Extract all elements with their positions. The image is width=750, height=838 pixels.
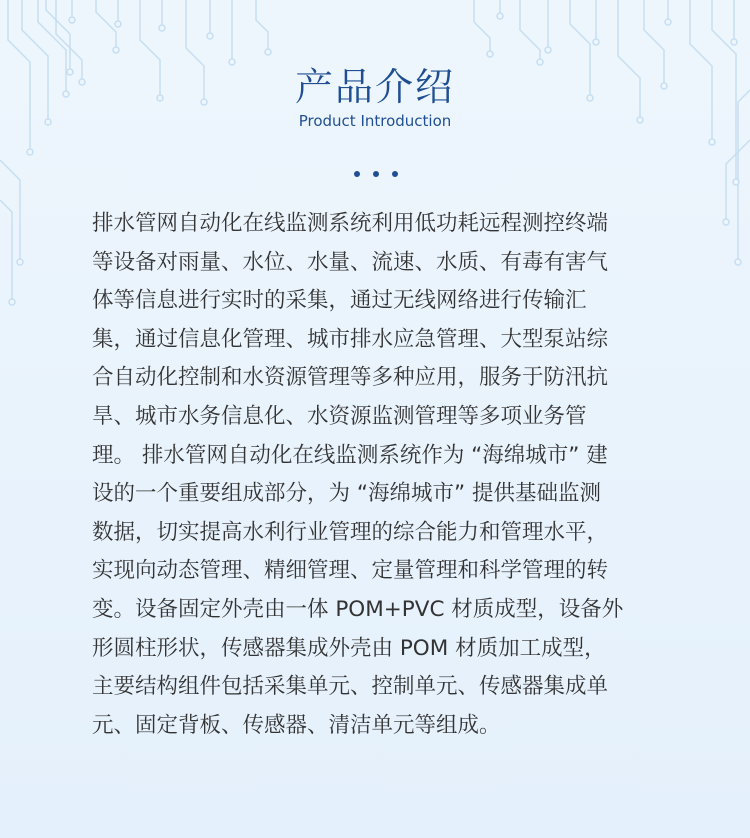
page-subtitle: Product Introduction [298, 112, 452, 130]
description-line: 理。 排水管网自动化在线监测系统作为 “海绵城市” 建 [92, 442, 608, 468]
description-line: 合自动化控制和水资源管理等多种应用，服务于防汛抗 [92, 365, 609, 391]
description-line: 主要结构组件包括采集单元、控制单元、传感器集成单 [92, 674, 609, 700]
description-line: 元、固定背板、传感器、清洁单元等组成。 [92, 712, 501, 738]
description-line: 等设备对雨量、水位、水量、流速、水质、有毒有害气 [92, 249, 609, 275]
description-line: 集，通过信息化管理、城市排水应急管理、大型泵站综 [92, 326, 609, 352]
divider-dot [392, 171, 398, 177]
divider-dot [373, 171, 379, 177]
description-line: 体等信息进行实时的采集，通过无线网络进行传输汇 [92, 288, 587, 314]
product-description [92, 205, 664, 745]
description-line: 排水管网自动化在线监测系统利用低功耗远程测控终端 [92, 211, 609, 236]
description-line: 数据，切实提高水利行业管理的综合能力和管理水平， [92, 519, 609, 545]
description-line: 设的一个重要组成部分，为 “海绵城市” 提供基础监测 [92, 481, 601, 507]
description-line: 实现向动态管理、精细管理、定量管理和科学管理的转 [92, 558, 609, 584]
description-line: 变。设备固定外壳由一体 POM+PVC 材质成型，设备外 [92, 596, 624, 622]
divider-dot [354, 171, 360, 177]
description-line: 形圆柱形状，传感器集成外壳由 POM 材质加工成型， [92, 635, 606, 661]
divider-dots [354, 171, 398, 179]
description-line: 旱、城市水务信息化、水资源监测管理等多项业务管 [92, 403, 587, 429]
page-title: 产品介绍 [294, 65, 455, 109]
